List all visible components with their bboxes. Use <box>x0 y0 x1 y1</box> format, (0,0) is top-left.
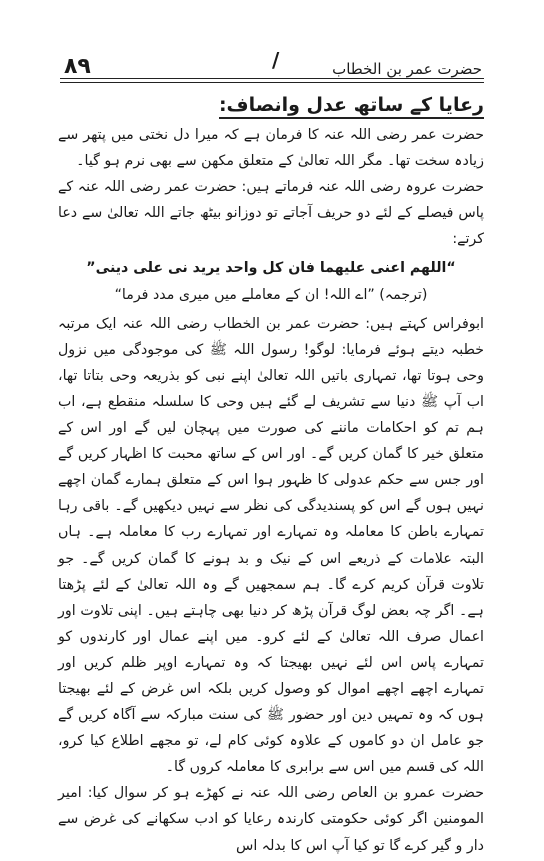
running-header-title: حضرت عمر بن الخطاب <box>332 60 482 78</box>
paragraph: حضرت عمر رضی اللہ عنہ کا فرمان ہے کہ میرا دل نختی میں پتھر سے زیادہ سخت تھا۔ مگر اللہ تعالیٰ کے متعلق مکھن سے بھی نرم ہو گیا۔ <box>58 127 484 170</box>
paragraph: حضرت عروہ رضی اللہ عنہ فرماتے ہیں: حضرت عمر رضی اللہ عنہ کے پاس فیصلے کے لئے دو حریف آجاتے تو دوزانو بیٹھ جاتے اللہ تعالیٰ سے دعا کرتے: <box>58 179 484 248</box>
header-rule <box>60 78 484 79</box>
header-rule-thin <box>60 82 484 83</box>
dua-translation: (ترجمہ) ”اے اللہ! ان کے معاملے میں میری مدد فرما“ <box>114 286 428 303</box>
section-heading <box>58 88 484 122</box>
paragraph: حضرت عمرو بن العاص رضی اللہ عنہ نے کھڑے ہو کر سوال کیا: امیر المومنین اگر کوئی حکومتی کارندہ رعایا کو ادب سکھانے کی غرض سے دار و گیر کرے گا تو کیا آپ اس کا بدلہ اس <box>58 785 484 854</box>
section-heading-text: رعایا کے ساتھ عدل وانصاف: <box>219 94 484 119</box>
paragraph: ابوفراس کہتے ہیں: حضرت عمر بن الخطاب رضی اللہ عنہ ایک مرتبہ خطبہ دیتے ہوئے فرمایا: لوگو! رسول اللہ ﷺ کی موجودگی میں نزول وحی ہوتا تھا، تمہاری باتیں اللہ تعالیٰ اپنے نبی کو بذریعہ وحی بتاتا تھا، اب آپ ﷺ دنیا سے تشریف لے گئے ہیں وحی کا سلسلہ منقطع ہے، اب ہم تم کو احکامات ماننے کی صورت میں پہچان لیں گے اور اس کے متعلق خیر کا گمان کریں گے۔ اور اس کے ساتھ محبت کا اظہار کریں گے اور جس سے حکم عدولی کا ظہور ہوا اس کے متعلق ہمارے گمان اچھے نہیں ہوں گے اس کو پسندیدگی کی نظر سے نہیں دیکھیں گے۔ باقی رہا تمہارے باطن کا معاملہ وہ تمہارے اور تمہارے رب کا معاملہ ہے۔ ہاں البتہ علامات کے ذریعے اس کے نیک و بد ہونے کا گمان کریں گے۔ جو تلاوت قرآن کریم کرے گا۔ ہم سمجھیں گے وہ اللہ تعالیٰ کے لئے پڑھتا ہے۔ اگر چہ بعض لوگ قرآن پڑھ کر دنیا بھی چاہتے ہیں۔ اپنی تلاوت اور اعمال صرف اللہ تعالیٰ کے لئے کرو۔ میں اپنے عمال اور کارندوں کو تمہارے پاس اس لئے نہیں بھیجتا کہ وہ تمہارے اوپر ظلم کریں اور تمہارے اچھے اچھے اموال کو وصول کریں بلکہ اس غرض کے لئے بھیجتا ہوں کہ وہ تمہیں دین اور حضور ﷺ کی سنت مبارکہ سے آگاہ کریں گے جو عامل ان دو کاموں کے علاوہ کوئی کام لے، تو مجھے اطلاع کیا کرو، اللہ کی قسم میں اس سے برابری کا معاملہ کروں گا۔ <box>58 315 484 776</box>
page-body <box>58 88 484 854</box>
dua-arabic: “اللھم اعنی علیھما فان کل واحد یرید نی علی دینی” <box>86 260 456 277</box>
page-number: ۸۹ <box>64 54 91 79</box>
page-mark: / <box>272 48 280 72</box>
